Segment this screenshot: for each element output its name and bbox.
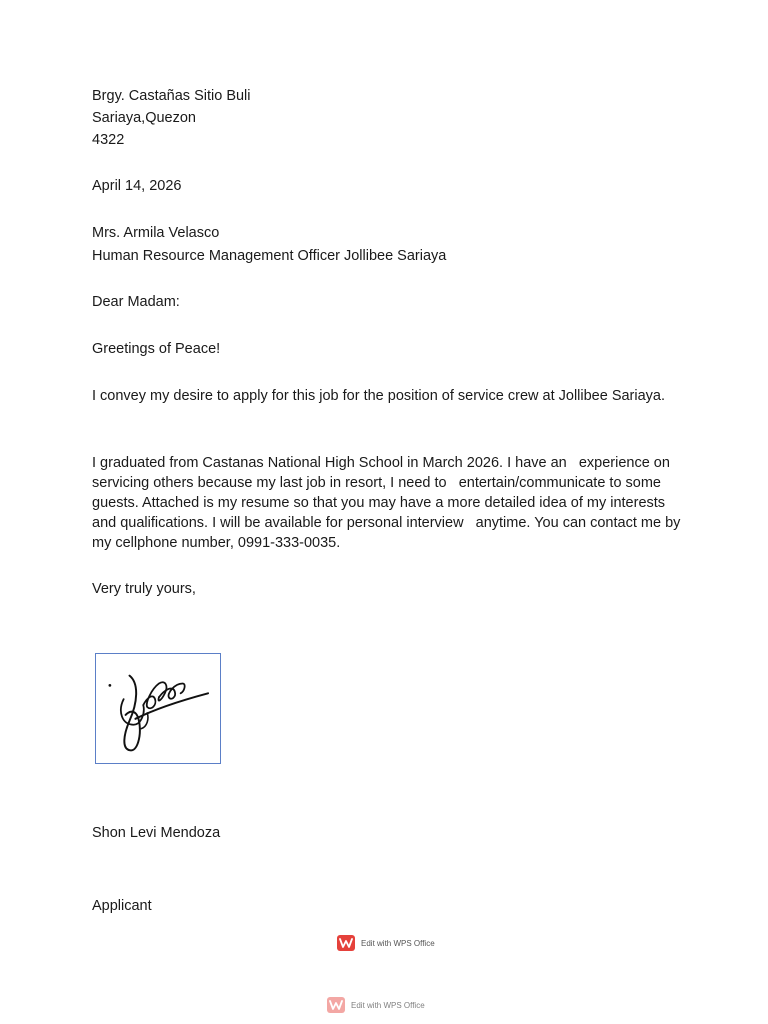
- sender-address-line1: Brgy. Castañas Sitio Buli: [92, 88, 251, 104]
- body-paragraph-2: I graduated from Castanas National High School in March 2026. I have an experience on servicing others because my last job in resort, I need to entertain/communicate to some guests. Attached is my resume so that you may have a more detailed idea of my interests and qualifications. I will be available for personal interview anytime. You can contact me by my cellphone number, 0991-333-0035.: [92, 455, 685, 551]
- wps-watermark-footer[interactable]: [327, 997, 425, 1013]
- greeting: Greetings of Peace!: [92, 341, 221, 357]
- sender-address-line2: Sariaya,Quezon: [92, 110, 196, 126]
- signatory-name: Shon Levi Mendoza: [92, 825, 221, 841]
- recipient-title: Human Resource Management Officer Jollibee Sariaya: [92, 248, 447, 264]
- body-paragraph-1: I convey my desire to apply for this job for the position of service crew at Jollibee Sariaya.: [92, 388, 666, 404]
- letter-date: April 14, 2026: [92, 178, 182, 194]
- signature-image: [95, 653, 221, 764]
- signatory-role: Applicant: [92, 898, 152, 914]
- salutation: Dear Madam:: [92, 294, 180, 310]
- wps-office-logo-icon-faded: [327, 997, 345, 1013]
- recipient-name: Mrs. Armila Velasco: [92, 225, 220, 241]
- wps-watermark-label: Edit with WPS Office: [361, 938, 435, 948]
- wps-watermark-footer-label: Edit with WPS Office: [351, 1000, 425, 1010]
- closing: Very truly yours,: [92, 581, 196, 597]
- signature-drawing: [96, 654, 220, 763]
- sender-zip: 4322: [92, 132, 125, 148]
- wps-watermark[interactable]: [337, 935, 435, 951]
- wps-office-logo-icon: [337, 935, 355, 951]
